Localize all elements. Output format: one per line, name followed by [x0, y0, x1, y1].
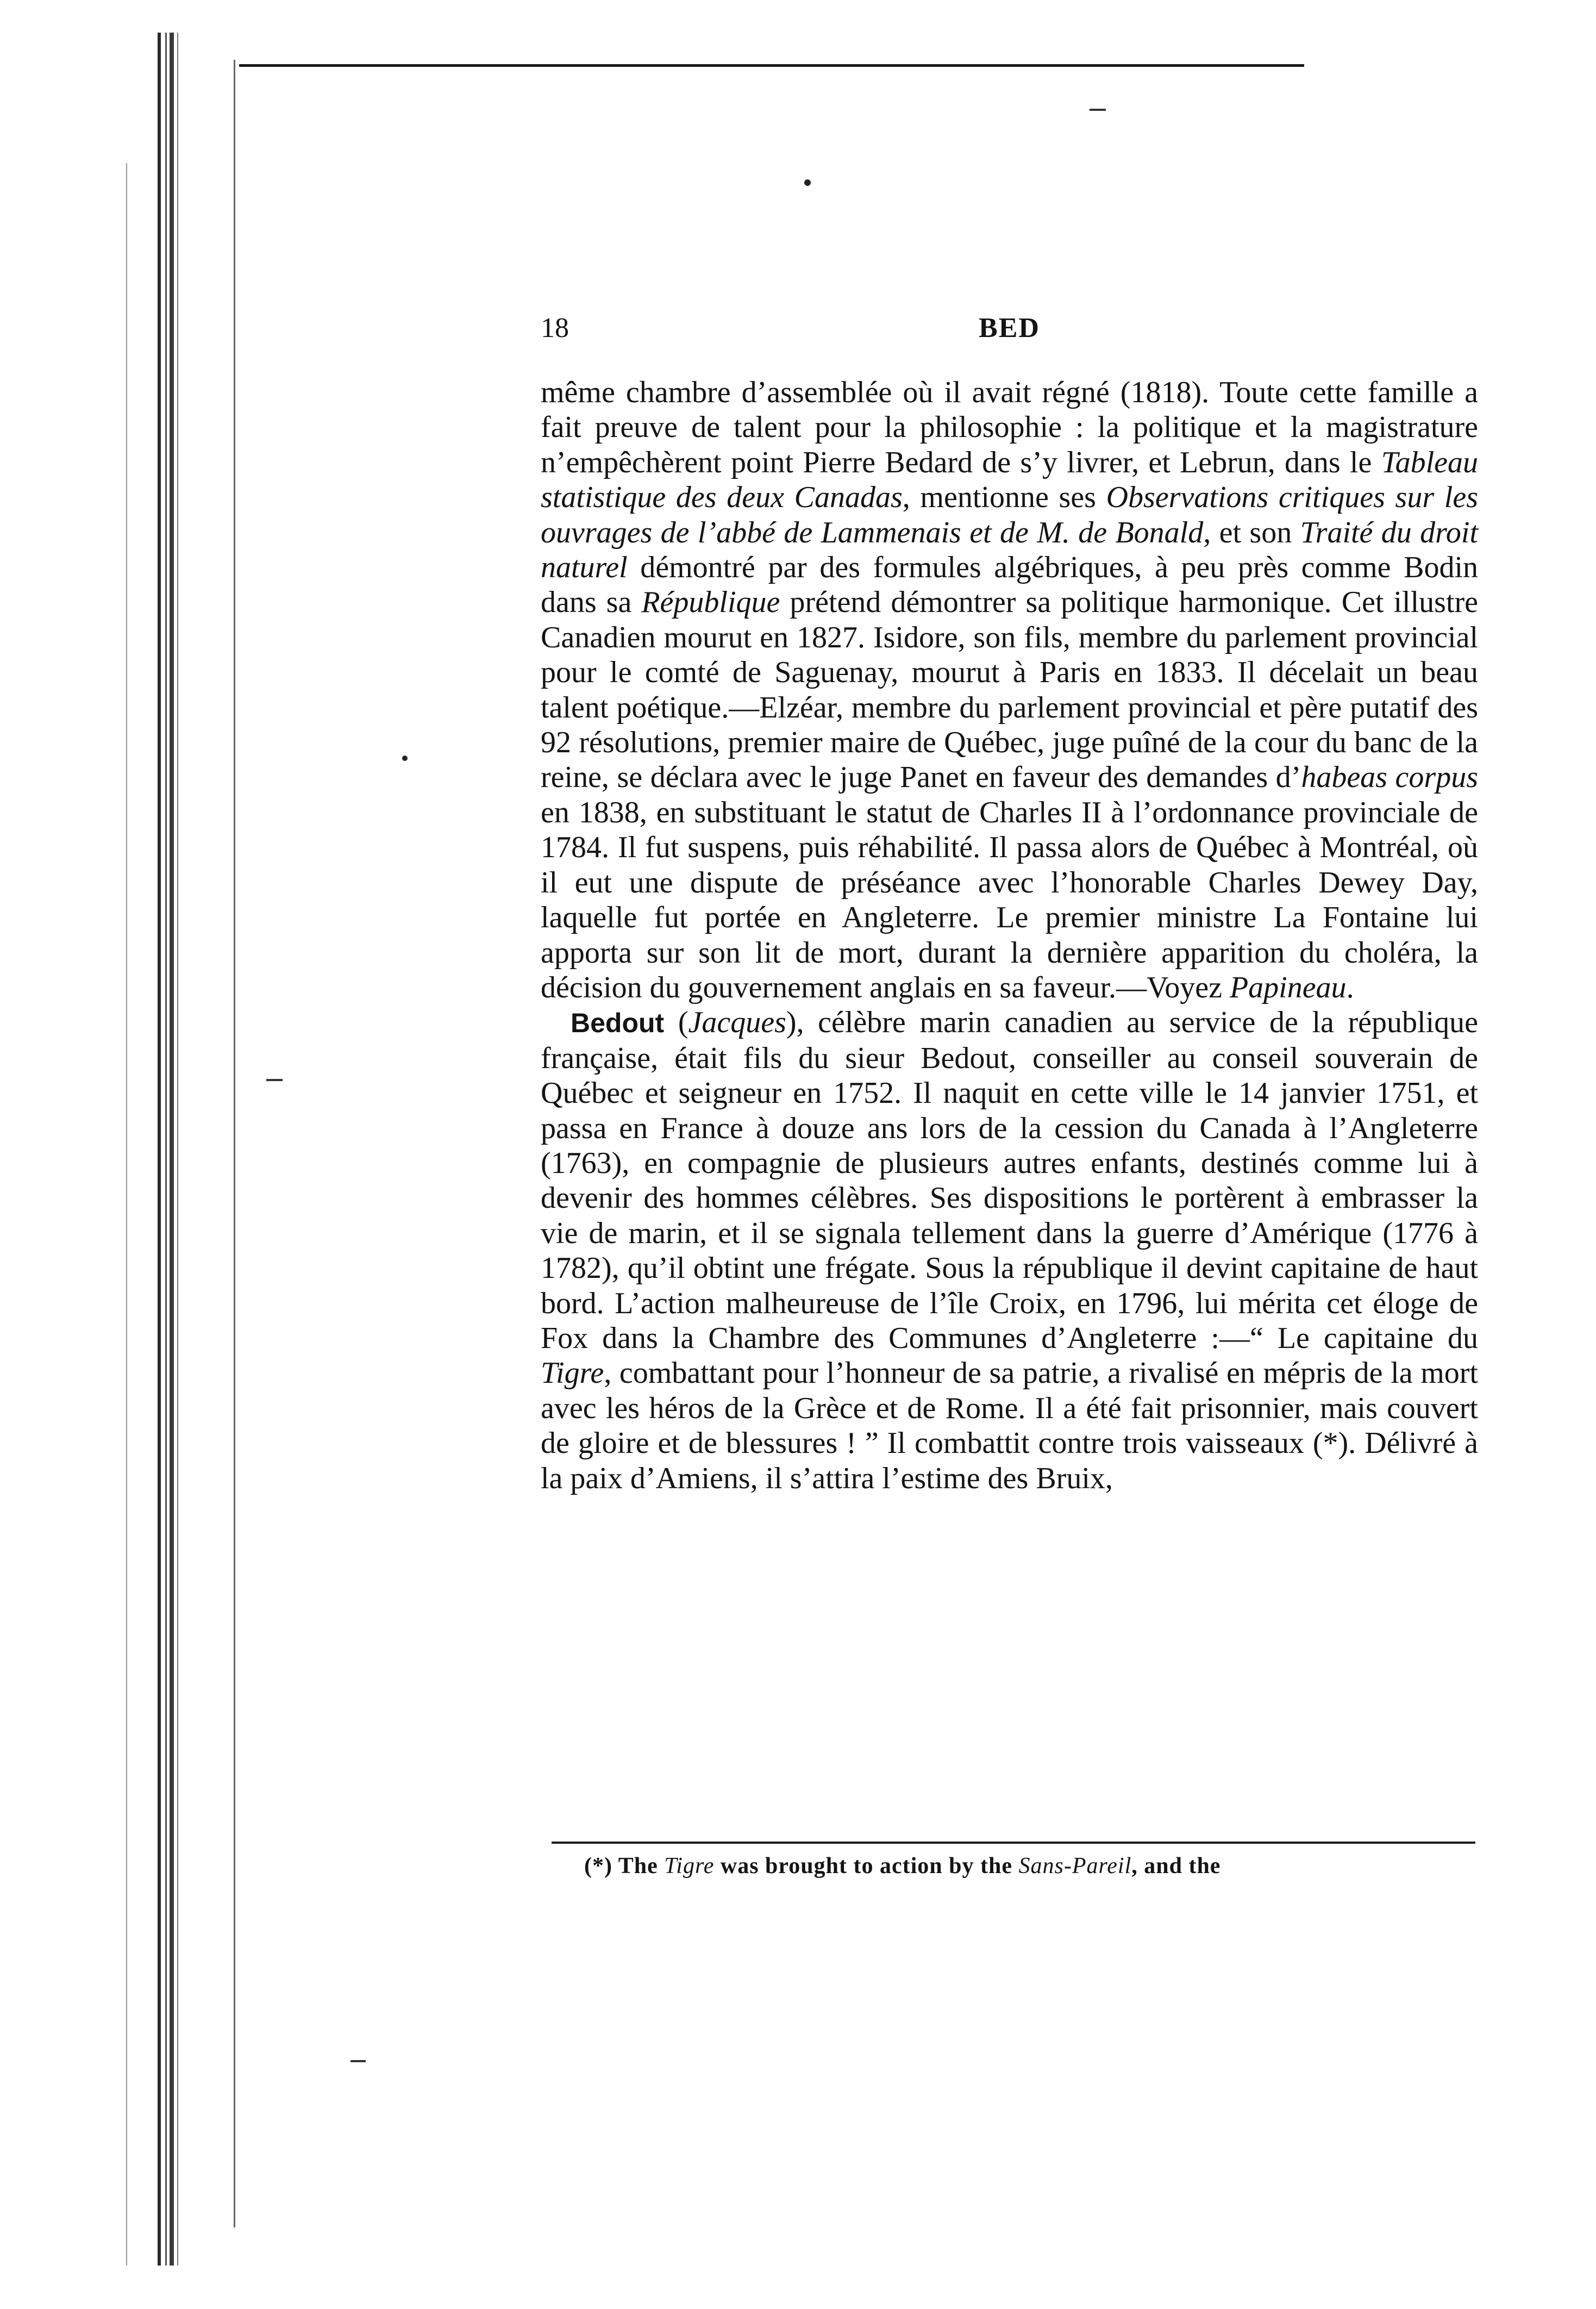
italic-title: Tableau statistique des deux Canadas: [541, 445, 1478, 515]
italic-title: République: [641, 585, 780, 620]
text-run: was brought to action by the: [714, 1854, 1019, 1879]
text-run: (: [664, 1006, 689, 1040]
speck: [804, 179, 811, 186]
dash: [1090, 109, 1106, 111]
paragraph-bedout: [541, 1005, 1478, 1496]
running-head: BED: [979, 313, 1040, 344]
speck: [402, 756, 408, 761]
dash: [351, 2060, 366, 2062]
top-rule: [239, 64, 1304, 67]
text-run: prétend démontrer sa politique harmonique. Cet illustre Canadien mourut en 1827. Isidore, son fils, membre du parlement provincial pour le comté de Saguenay, mourut à Paris en 1833. Il décelait un beau talent poétique.—Elzéar, membre du parlement provincial et père putatif des 92 résolutions, premier maire de Québec, juge puîné de la cour du banc de la reine, se déclara avec le juge Panet en faveur des demandes d’: [541, 585, 1479, 795]
text-run: (*) The: [584, 1854, 665, 1879]
page-header: [541, 312, 1478, 350]
italic-ship-name: Tigre: [664, 1854, 715, 1879]
footnote-rule: [552, 1842, 1475, 1844]
binding-line: [165, 33, 167, 2266]
italic-title: Observations critiques sur les ouvrages de l’abbé de Lammenais et de M. de Bonald: [541, 480, 1478, 550]
text-run: , et son: [1203, 515, 1300, 550]
italic-title: Traité du droit naturel: [541, 515, 1479, 585]
binding-line: [170, 33, 174, 2266]
italic-ship-name: Tigre: [541, 1356, 604, 1390]
body-text: [541, 375, 1478, 1496]
text-run: même chambre d’assemblée où il avait régné (1818). Toute cette famille a fait preuve de talent pour la philosophie : la politique et la magistrature n’empêchèrent point Pierre Bedard de s’y livrer, et Lebrun, dans le: [541, 376, 1478, 479]
binding-line: [126, 163, 127, 2266]
binding-line: [158, 33, 161, 2266]
paragraph-bedard: [541, 375, 1478, 1005]
binding-line: [234, 60, 235, 2227]
text-run: , combattant pour l’honneur de sa patrie, a rivalisé en mépris de la mort avec les héros de la Grèce et de Rome. Il a été fait prisonnier, mais couvert de gloire et de blessures ! ” Il combattit contre trois vaisseaux (*). Délivré à la paix d’Amiens, il s’attira l’estime des Bruix,: [541, 1356, 1478, 1495]
italic-term: habeas corpus: [1301, 760, 1478, 795]
text-run: en 1838, en substituant le statut de Charles II à l’ordonnance provinciale de 1784. Il fut suspens, puis réhabilité. Il passa alors de Québec à Montréal, où il eut une dispute de préséance avec l’honorable Charles Dewey Day, laquelle fut portée en Angleterre. Le premier ministre La Fontaine lui apporta sur son lit de mort, durant la dernière apparition du choléra, la décision du gouvernement anglais en sa faveur.—Voyez: [541, 795, 1478, 1004]
binding-line: [177, 33, 178, 2266]
text-run: , and the: [1131, 1854, 1221, 1879]
text-run: ), célèbre marin canadien au service de la république française, était fils du sieur Bedout, conseiller au conseil souverain de Québec et seigneur en 1752. Il naquit en cette ville le 14 janvier 1751, et passa en France à douze ans lors de la cession du Canada à l’Angleterre (1763), en compagnie de plusieurs autres enfants, destinés comme lui à devenir des hommes célèbres. Ses dispositions le portèrent à embrasser la vie de marin, et il se signala tellement dans la guerre d’Amérique (1776 à 1782), qu’il obtint une frégate. Sous la république il devint capitaine de haut bord. L’action malheureuse de l’île Croix, en 1796, lui mérita cet éloge de Fox dans la Chambre des Communes d’Angleterre :—“ Le capitaine du: [541, 1006, 1479, 1355]
page-number: 18: [541, 313, 569, 344]
cross-reference: Papineau: [1229, 970, 1347, 1004]
footnote: [584, 1851, 1478, 1881]
entry-headword: Bedout: [571, 1008, 665, 1039]
dash: [266, 1079, 283, 1081]
text-run: .: [1346, 970, 1354, 1004]
binding-edge: [0, 0, 234, 2309]
italic-ship-name: Sans-Pareil: [1018, 1854, 1132, 1879]
italic-forename: Jacques: [688, 1006, 786, 1040]
text-run: démontré par des formules algébriques, à peu près comme Bodin dans sa: [541, 551, 1478, 620]
text-run: , mentionne ses: [902, 480, 1106, 515]
